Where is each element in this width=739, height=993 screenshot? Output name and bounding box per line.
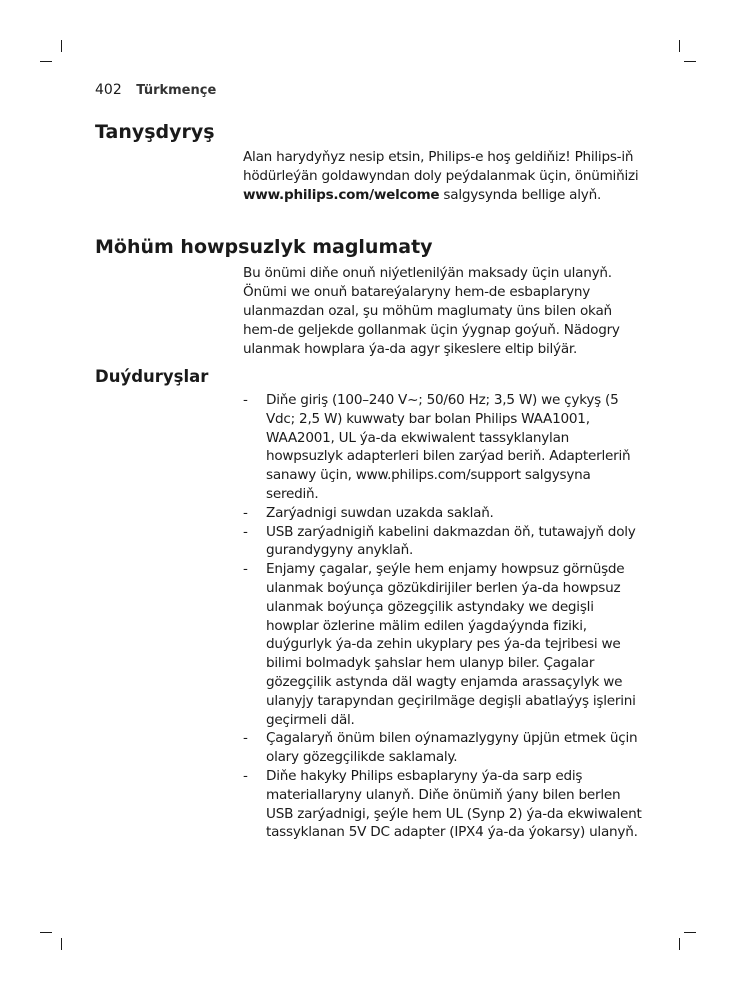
page-number: 402 — [95, 82, 122, 98]
list-item: - Zarýadnigi suwdan uzakda saklaň. — [243, 504, 645, 523]
intro-text-before: Alan harydyňyz nesip etsin, Philips-e hoş geldiňiz! Philips-iň hödürleýän goldawyndan doly peýdalanmak üçin, önümiňizi — [243, 149, 639, 184]
crop-mark — [684, 932, 696, 933]
language-label: Türkmençe — [136, 83, 217, 98]
safety-paragraph: Bu önümi diňe onuň niýetlenilýän maksady üçin ulanyň. Önümi we onuň batareýalaryny hem-de esbaplaryny ulanmazdan ozal, şu möhüm maglumaty üns bilen okaň hem-de geljekde gollanmak üçin ýygnap goýuň. Nädogry ulanmak howplara ýa-da agyr şikeslere eltip bilýär. — [243, 265, 620, 357]
crop-mark — [61, 40, 62, 52]
crop-mark — [61, 938, 62, 950]
list-item: - USB zarýadnigiň kabelini dakmazdan öň, tutawajyň doly gurandygyny anyklaň. — [243, 523, 645, 561]
crop-mark — [679, 938, 680, 950]
list-item: - Diňe giriş (100–240 V~; 50/60 Hz; 3,5 W) we çykyş (5 Vdc; 2,5 W) kuwwaty bar bolan Philips WAA1001, WAA2001, UL ýa-da ekwiwalent tassyklanylan howpsuzlyk adapterleri bilen zarýad beriň. Adapterleriň sanawy üçin, www.philips.com/support salgysyna serediň. — [243, 391, 645, 504]
welcome-link[interactable]: www.philips.com/welcome — [243, 187, 440, 203]
crop-mark — [679, 40, 680, 52]
crop-mark — [40, 61, 52, 62]
safety-heading: Möhüm howpsuzlyk maglumaty — [95, 236, 433, 258]
intro-paragraph — [243, 148, 645, 205]
crop-mark — [684, 61, 696, 62]
intro-text-after: salgysynda bellige alyň. — [439, 187, 602, 203]
intro-heading: Tanyşdyryş — [95, 121, 215, 143]
warnings-list — [243, 391, 645, 842]
list-item: - Diňe hakyky Philips esbaplaryny ýa-da sarp ediş materiallaryny ulanyň. Diňe önümiň ýany bilen berlen USB zarýadnigi, şeýle hem UL (Synp 2) ýa-da ekwiwalent tassyklanan 5V DC adapter (IPX4 ýa-da ýokarsy) ulanyň. — [243, 767, 645, 842]
page-header — [95, 82, 216, 98]
crop-mark — [40, 932, 52, 933]
warnings-heading: Duýduryşlar — [95, 367, 209, 386]
list-item: - Enjamy çagalar, şeýle hem enjamy howpsuz görnüşde ulanmak boýunça gözükdirijiler berlen ýa-da howpsuz ulanmak boýunça gözegçilik astyndaky we degişli howplar özlerine mälim edilen ýagdaýynda fiziki, duýgurlyk ýa-da zehin ukyplary pes ýa-da tejribesi we bilimi bolmadyk şahslar hem ulanyp biler. Çagalar gözegçilik astynda däl wagty enjamda arassaçylyk we ulanyjy tarapyndan geçirilmäge degişli abatlaýyş işlerini geçirmeli däl. — [243, 560, 645, 729]
list-item: - Çagalaryň önüm bilen oýnamazlygyny üpjün etmek üçin olary gözegçilikde saklamaly. — [243, 729, 645, 767]
